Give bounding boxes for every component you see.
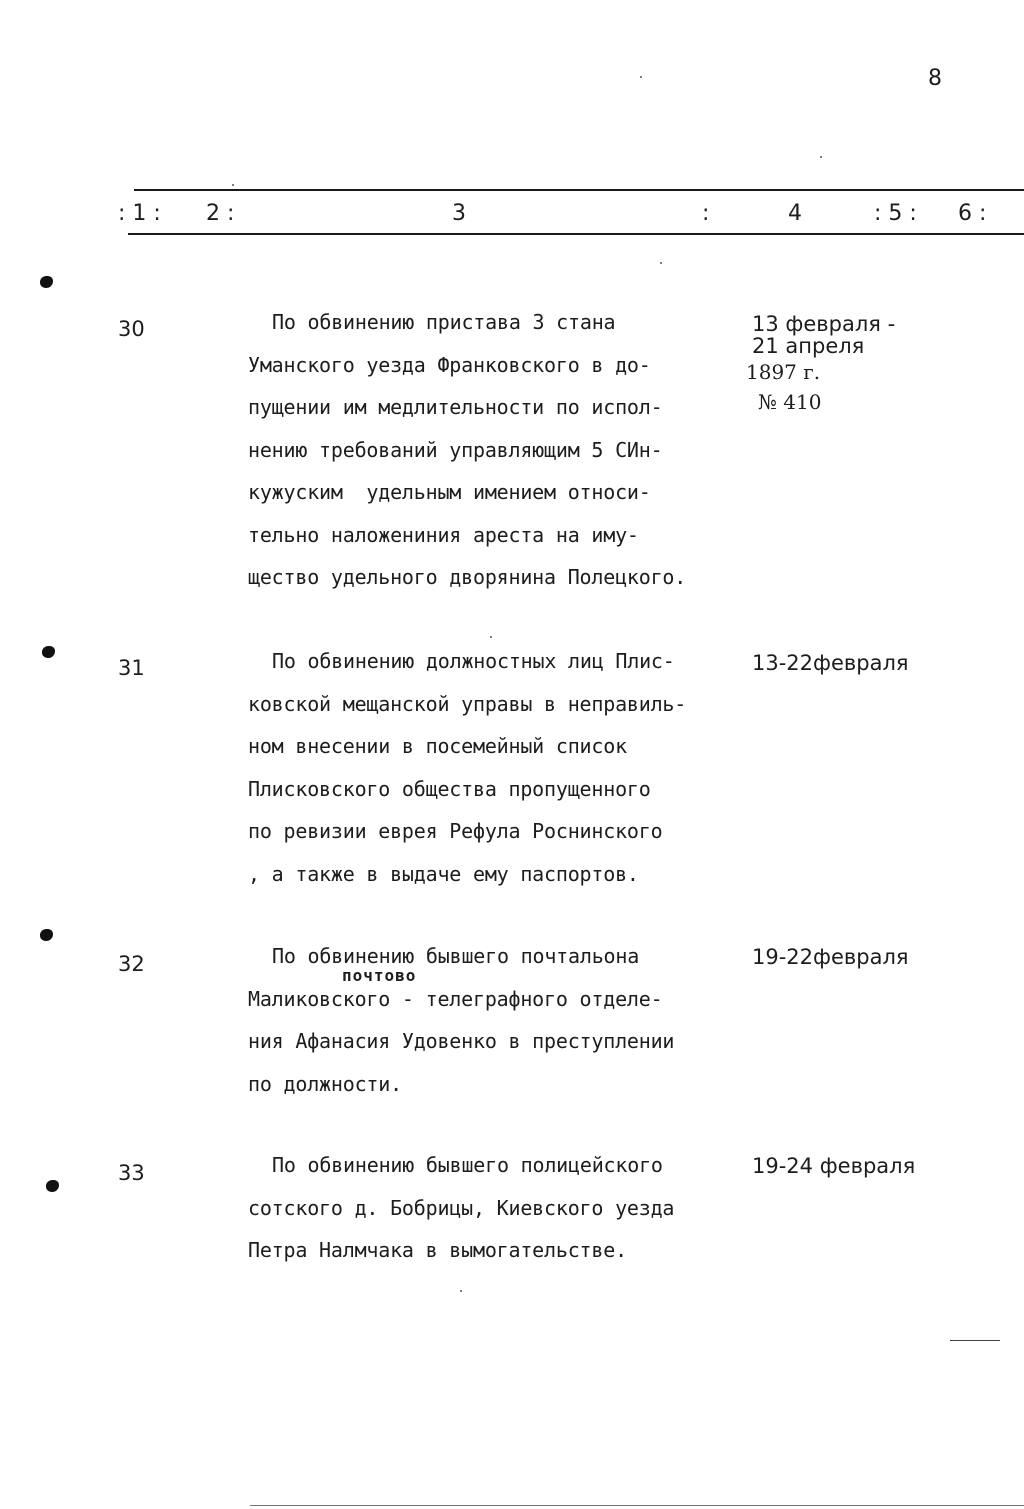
- page-number: 8: [928, 66, 942, 91]
- year: 1897 г.: [746, 360, 821, 384]
- scan-speck: [820, 156, 822, 158]
- entry-date: [746, 312, 896, 414]
- description-line: Маликовского - телеграфного отделе-: [248, 986, 663, 1011]
- entry-description: [248, 301, 738, 599]
- column-header-4: 4: [788, 201, 802, 226]
- description-line: , а также в выдаче ему паспортов.: [248, 861, 639, 886]
- punch-hole-mark: [40, 276, 53, 288]
- entry-date: 13-22февраля: [752, 651, 909, 675]
- entry-number: 30: [118, 317, 145, 341]
- entry-number: 33: [118, 1161, 145, 1185]
- description-line: нению требований управляющим 5 СИн-: [248, 437, 663, 462]
- description-line: сотского д. Бобрицы, Киевского уезда: [248, 1195, 675, 1220]
- description-line: тельно наложениния ареста на иму-: [248, 522, 639, 547]
- column-header-6: 6 :: [958, 201, 987, 226]
- description-line: щество удельного дворянина Полецкого.: [248, 565, 687, 589]
- scan-speck: [460, 1290, 462, 1292]
- column-header-5: : 5 :: [874, 201, 917, 226]
- description-line: По обвинению бывшего полицейского: [272, 1153, 663, 1177]
- file-number: № 410: [758, 390, 822, 414]
- scan-speck: [660, 262, 662, 264]
- entry-description: [248, 935, 738, 1105]
- inserted-word: почтово: [342, 966, 417, 985]
- description-line: По обвинению бывшего почтальона: [272, 944, 640, 968]
- entry-description: [248, 640, 738, 895]
- description-line: По обвинению пристава 3 стана: [272, 310, 616, 334]
- description-line: По обвинению должностных лиц Плис-: [272, 649, 675, 673]
- bottom-mark: [950, 1340, 1000, 1341]
- description-line: ния Афанасия Удовенко в преступлении: [248, 1029, 675, 1053]
- entry-date: 19-22февраля: [752, 945, 909, 969]
- entry-number: 31: [118, 656, 145, 680]
- description-line: Петра Налмчака в вымогательстве.: [248, 1238, 627, 1262]
- column-header-1: : 1 :: [118, 201, 161, 226]
- column-header-3-separator: :: [702, 201, 710, 226]
- column-header-3: 3: [452, 201, 466, 226]
- punch-hole-mark: [40, 929, 53, 941]
- bottom-edge-line: [250, 1505, 1024, 1506]
- date-line: 13 февраля -: [752, 312, 896, 336]
- entry-description: [248, 1144, 738, 1272]
- column-header-2: 2 :: [206, 201, 235, 226]
- description-line: пущении им медлительности по испол-: [248, 395, 663, 419]
- entry-number: 32: [118, 952, 145, 976]
- punch-hole-mark: [46, 1180, 59, 1192]
- description-line: Уманского уезда Франковского в до-: [248, 352, 651, 377]
- punch-hole-mark: [42, 646, 55, 658]
- scan-speck: [232, 184, 234, 186]
- header-bottom-rule: [128, 233, 1024, 235]
- header-top-rule: [134, 189, 1024, 191]
- description-line: по ревизии еврея Рефула Роснинского: [248, 819, 663, 843]
- date-line: 21 апреля: [752, 334, 865, 358]
- description-line: Плисковского общества пропущенного: [248, 776, 651, 801]
- description-line: ном внесении в посемейный список: [248, 734, 627, 758]
- entry-date: 19-24 февраля: [752, 1154, 916, 1178]
- description-line: кужуским удельным имением относи-: [248, 480, 651, 504]
- description-line: ковской мещанской управы в неправиль-: [248, 691, 687, 716]
- scan-speck: [640, 76, 642, 78]
- scan-speck: [490, 636, 492, 638]
- description-line: по должности.: [248, 1071, 402, 1096]
